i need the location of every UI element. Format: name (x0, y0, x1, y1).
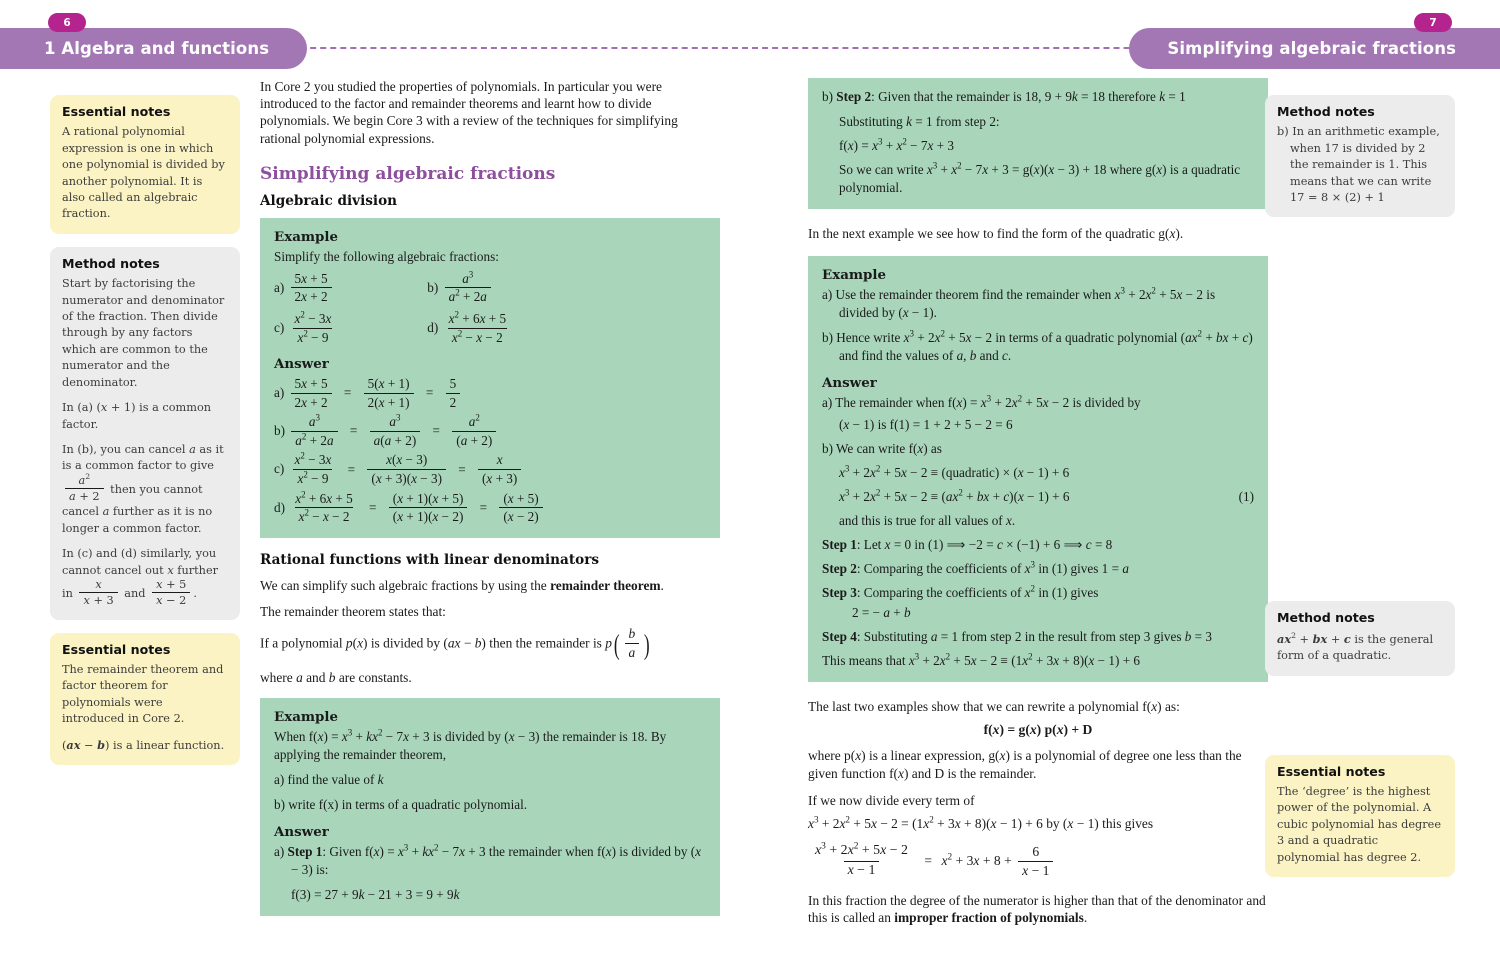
note-method-arithmetic-example (1265, 95, 1455, 217)
closing-line-2: where p(x) is a linear expression, g(x) is a polynomial of degree one less than the given function f(x) and D is the remainder. (808, 748, 1242, 781)
example-label: Example (274, 708, 339, 725)
step-label: Step 3 (822, 585, 857, 601)
answer-label: Answer (274, 823, 329, 840)
answer-row-c: c) $\frac{x^2 - 3x}{x^2 - 9}$ = $\frac{x(x - 3)}{(x + 3)(x - 3)}$ = $\frac{x}{(x + 3)}$ (274, 453, 706, 487)
fraction-d-3: $\frac{(x + 5)}{(x - 2)}$ (499, 491, 542, 525)
remainder-theorem-intro (260, 577, 720, 594)
fraction-q-c: $\frac{x^2 - 3x}{x^2 - 9}$ (294, 309, 332, 345)
page-number-right: 7 (1414, 13, 1452, 32)
note-essential-degree (1265, 755, 1455, 877)
final-result-line: This means that $x^3 + 2x^2 + 5x - 2 \equiv (1x^2 + 3x + 8)(x - 1) + 6$ (822, 651, 1141, 669)
fraction-6-over-x-minus-1: $\frac{6}{x - 1}$ (1018, 844, 1053, 879)
question-tag-c: c) (274, 320, 285, 336)
note-paragraph: A rational polynomial expression is one in which one polynomial is divided by another polynomial. It is also called an algebraic fraction. (62, 125, 225, 221)
step-label: Step 4 (822, 629, 857, 645)
equation-1: (1) $x^3 + 2x^2 + 5x - 2 \equiv (ax^2$ + bx + c)(x − 1) + 6 (839, 487, 1254, 505)
fraction-cubic-over-x-minus-1: $\frac{x^3 + 2x^2 + 5x - 2}{x - 1}$ (815, 841, 908, 878)
answer-tag-a: a) (274, 385, 285, 401)
answer-equation: f(3) = 27 + 9k − 21 + 3 = 9 + 9k (291, 886, 460, 902)
fraction-c-3: $\frac{x}{(x + 3)}$ (478, 452, 521, 486)
answer-row-d: d) $\frac{x^2 + 6x + 5}{x^2 - x - 2}$ = $\frac{(x + 1)(x + 5)}{(x + 1)(x - 2)}$ = $\frac{(x + 5)}{(x - 2)}$ (274, 492, 706, 526)
step-1-line: Step 1: Let x = 0 in (1) ⟹ −2 = c × (−1) + 6 ⟹ c = 8 (822, 537, 1113, 553)
note-title: Method notes (62, 255, 160, 271)
header-dashed-line (270, 47, 1230, 49)
true-for-all-x: and this is true for all values of x. (839, 513, 1016, 529)
closing-line-1: The last two examples show that we can rewrite a polynomial f(x) as: (808, 699, 1180, 715)
question-tag-d: d) (427, 320, 439, 336)
answer-tag-b: b) (822, 89, 837, 104)
answer-tag-a: a) (274, 843, 288, 859)
text-fragment: . (1083, 910, 1088, 926)
note-paragraph: The ‘degree’ is the highest power of the polynomial. A cubic polynomial has degree 3 and a quadratic polynomial has degree 2. (1277, 785, 1442, 864)
note-title: Method notes (1277, 610, 1375, 626)
subsection-heading: Algebraic division (260, 192, 398, 209)
answer-label: Answer (274, 356, 329, 373)
question-row-ab (274, 269, 706, 306)
bridge-paragraph: In the next example we see how to find the form of the quadratic g(x). (808, 226, 1184, 241)
step-label: Step 2 (836, 89, 872, 104)
example-box-1 (260, 218, 720, 538)
note-paragraph: $ax^2$ + bx + c is the general form of a quadratic. (1277, 631, 1434, 663)
fraction-d-1: $\frac{x^2 + 6x + 5}{x^2 - x - 2}$ (295, 489, 353, 525)
example-box-3 (808, 78, 1268, 209)
page-number-left: 6 (48, 13, 86, 32)
bold-term-remainder-theorem: remainder theorem (550, 577, 661, 593)
note-paragraph: In (b), you can cancel a as it is a common factor to give $\frac{a^2}{a + 2}$ then you cannot cancel a further as it is no longer a common factor. (62, 442, 224, 535)
fraction-d-2: $\frac{(x + 1)(x + 5)}{(x + 1)(x - 2)}$ (389, 491, 468, 525)
answer-row-b: b) $\frac{a^3}{a^2 + 2a}$ = $\frac{a^3}{a(a + 2)}$ = $\frac{a^2}{(a + 2)}$ (274, 415, 706, 449)
section-heading: Simplifying algebraic fractions (260, 163, 556, 184)
example-label: Example (822, 267, 887, 284)
rational-functions-heading: Rational functions with linear denominators (260, 551, 600, 568)
fraction-c-1: $\frac{x^2 - 3x}{x^2 - 9}$ (294, 451, 332, 487)
example-statement: When $f(x) = x^3 + kx^2 - 7x + 3$ is divided by (x − 3) the remainder is 18. By applying the remainder theorem, (274, 727, 667, 762)
fraction-q-a: $\frac{5x + 5}{2x + 2}$ (291, 271, 332, 305)
remainder-theorem-statement: If a polynomial p(x) is divided by (ax − b) then the remainder is p( $\frac{b}{a}$ ) (260, 626, 650, 662)
answer-tag-b: b) (274, 423, 285, 439)
improper-fraction-equation: $\frac{x^3 + 2x^2 + 5x - 2}{x - 1}$ = $x^2 + 3x + 8$ + $\frac{6}{x - 1}$ (808, 844, 1268, 880)
answer-step-1: a) Step 1: Given $f(x) = x^3 + kx^2 - 7x + 3$ the remainder when f(x) is divided by (x − 3) is: (274, 842, 701, 877)
example-question-b: b) Hence write $x^3 + 2x^2 + 5x - 2$ in terms of a quadratic polynomial ($ax^2$ + bx + c) and find the values of a, b and c. (822, 328, 1253, 364)
page-header (0, 28, 1500, 69)
note-method-factorising (50, 247, 240, 620)
note-paragraph: b) In an arithmetic example, when 17 is divided by 2 the remainder is 1. This means that we can write 17 = 8 × (2) + 1 (1277, 125, 1440, 205)
fraction-b-2: $\frac{a^3}{a(a + 2)}$ (370, 414, 421, 448)
example-question-a: a) Use the remainder theorem find the remainder when $x^3 + 2x^2 + 5x - 2$ is divided by (x − 1). (822, 285, 1216, 321)
answer-b-line: b) We can write f(x) as (822, 441, 942, 457)
remainder-theorem-constants: where a and b are constants. (260, 669, 412, 685)
note-title: Method notes (1277, 104, 1375, 119)
step-4-line: Step 4: Substituting a = 1 from step 2 in the result from step 3 gives b = 3 (822, 629, 1212, 645)
note-paragraph: In (c) and (d) similarly, you cannot cancel out x further in $\frac{x}{x + 3}$ and $\frac{x + 5}{x - 2}$ . (62, 547, 219, 608)
closing-line-4: $x^3 + 2x^2 + 5x - 2 = (1x^2 + 3x + 8)(x - 1) + 6$ by (x − 1) this gives (808, 814, 1154, 832)
equation-number: (1) (1238, 489, 1254, 505)
fraction-b-over-a: $\frac{b}{a}$ (625, 626, 640, 661)
fraction-q-d: $\frac{x^2 + 6x + 5}{x^2 - x - 2}$ (448, 309, 507, 345)
fraction-a-2: $\frac{5(x + 1)}{2(x + 1)}$ (364, 376, 414, 410)
step-label: Step 2 (822, 561, 857, 577)
question-row-cd (274, 309, 706, 346)
fraction-a-1: $\frac{5x + 5}{2x + 2}$ (291, 376, 332, 410)
closing-line-5 (808, 892, 1268, 926)
question-tag-b: b) (427, 279, 439, 295)
note-essential-rational-polynomial (50, 95, 240, 234)
chapter-title-chip: 1 Algebra and functions (0, 28, 307, 69)
closing-line-3: If we now divide every term of (808, 792, 975, 808)
fraction-a-3: $\frac{5}{2}$ (446, 376, 461, 410)
text-fragment: In this fraction the degree of the numerator is higher than that of the denominator and this is called an (808, 892, 1266, 926)
note-paragraph: Start by factorising the numerator and denominator of the fraction. Then divide through by any factors which are common to the numerator and the denominator. (62, 277, 225, 389)
equation-quadratic-form: $x^3 + 2x^2 + 5x - 2$ ≡ (quadratic) × (x − 1) + 6 (839, 463, 1070, 481)
step-3-equation: 2 = − a + b (852, 605, 911, 621)
note-paragraph: In (a) (x + 1) is a common factor. (62, 401, 212, 431)
fraction-b-3: $\frac{a^2}{(a + 2)}$ (452, 414, 496, 448)
note-title: Essential notes (1277, 763, 1386, 779)
note-title: Essential notes (62, 641, 171, 657)
example-label: Example (274, 228, 339, 245)
left-note-column (50, 95, 240, 778)
answer-a-line1: a) The remainder when $f(x) = x^3 + 2x^2 + 5x - 2$ is divided by (822, 393, 1141, 411)
note-title: Essential notes (62, 104, 171, 119)
substituting-line: Substituting k = 1 from step 2: (839, 114, 1000, 129)
example-question-b: b) write f(x) in terms of a quadratic polynomial. (274, 796, 528, 812)
so-we-can-write-line: So we can write $x^3 + x^2 - 7x + 3 = g(x)(x - 3) + 18$ where g(x) is a quadratic polynomial. (839, 160, 1241, 195)
answer-a-line2: (x − 1) is f(1) = 1 + 2 + 5 − 2 = 6 (839, 417, 1013, 433)
fraction-b-1: $\frac{a^3}{a^2 + 2a}$ (291, 414, 337, 448)
fraction-x-over-x-plus-3: $\frac{x}{x + 3}$ (79, 578, 117, 608)
answer-label: Answer (822, 375, 877, 392)
display-equation-fx: f(x) = g(x) p(x) + D (983, 722, 1093, 738)
fraction-c-2: $\frac{x(x - 3)}{(x + 3)(x - 3)}$ (367, 452, 446, 486)
example-question-a: a) find the value of k (274, 771, 384, 787)
note-essential-remainder-theorem (50, 633, 240, 765)
fraction-q-b: $\frac{a^3}{a^2 + 2a}$ (445, 271, 491, 305)
intro-paragraph: In Core 2 you studied the properties of polynomials. In particular you were introduced to the factor and remainder theorems and learnt how to divide polynomials. We begin Core 3 with a review of the techniques for simplifying rational polynomial expressions. (260, 79, 678, 146)
answer-tag-d: d) (274, 499, 285, 515)
text-fragment: . (660, 577, 664, 593)
step-2-line: Step 2: Comparing the coefficients of $x^3$ in (1) gives 1 = a (822, 559, 1129, 577)
fx-expression: $f(x) = x^3 + x^2 - 7x + 3$ (839, 136, 954, 153)
note-paragraph: (ax − b) is a linear function. (62, 737, 225, 752)
topic-title-chip: Simplifying algebraic fractions (1129, 28, 1500, 69)
answer-row-a: a) $\frac{5x + 5}{2x + 2}$ = $\frac{5(x + 1)}{2(x + 1)}$ = $\frac{5}{2}$ (274, 377, 706, 411)
text-fragment: We can simplify such algebraic fractions by using the (260, 577, 551, 593)
remainder-theorem-states: The remainder theorem states that: (260, 603, 446, 619)
bold-term-improper-fraction: improper fraction of polynomials (894, 910, 1084, 926)
step-3-line: Step 3: Comparing the coefficients of $x^2$ in (1) gives (822, 583, 1099, 601)
step-label: Step 1 (822, 537, 857, 553)
note-paragraph: The remainder theorem and factor theorem for polynomials were introduced in Core 2. (62, 663, 224, 726)
step-label: Step 1 (287, 843, 323, 859)
example-box-2 (260, 698, 720, 916)
fraction-x-plus-5-over-x-minus-2: $\frac{x + 5}{x - 2}$ (152, 578, 190, 608)
answer-tag-c: c) (274, 461, 285, 477)
question-tag-a: a) (274, 279, 285, 295)
fraction-a2-over-a-plus-2: $\frac{a^2}{a + 2}$ (65, 474, 104, 504)
answer-step-2: b) Step 2: Given that the remainder is 18, 9 + 9k = 18 therefore k = 1 (822, 89, 1186, 104)
left-main-column (260, 78, 720, 930)
note-method-general-quadratic (1265, 601, 1455, 675)
example-prompt: Simplify the following algebraic fractions: (274, 248, 499, 264)
example-box-4 (808, 256, 1268, 682)
right-main-column (808, 78, 1268, 936)
right-note-column (1265, 95, 1455, 890)
